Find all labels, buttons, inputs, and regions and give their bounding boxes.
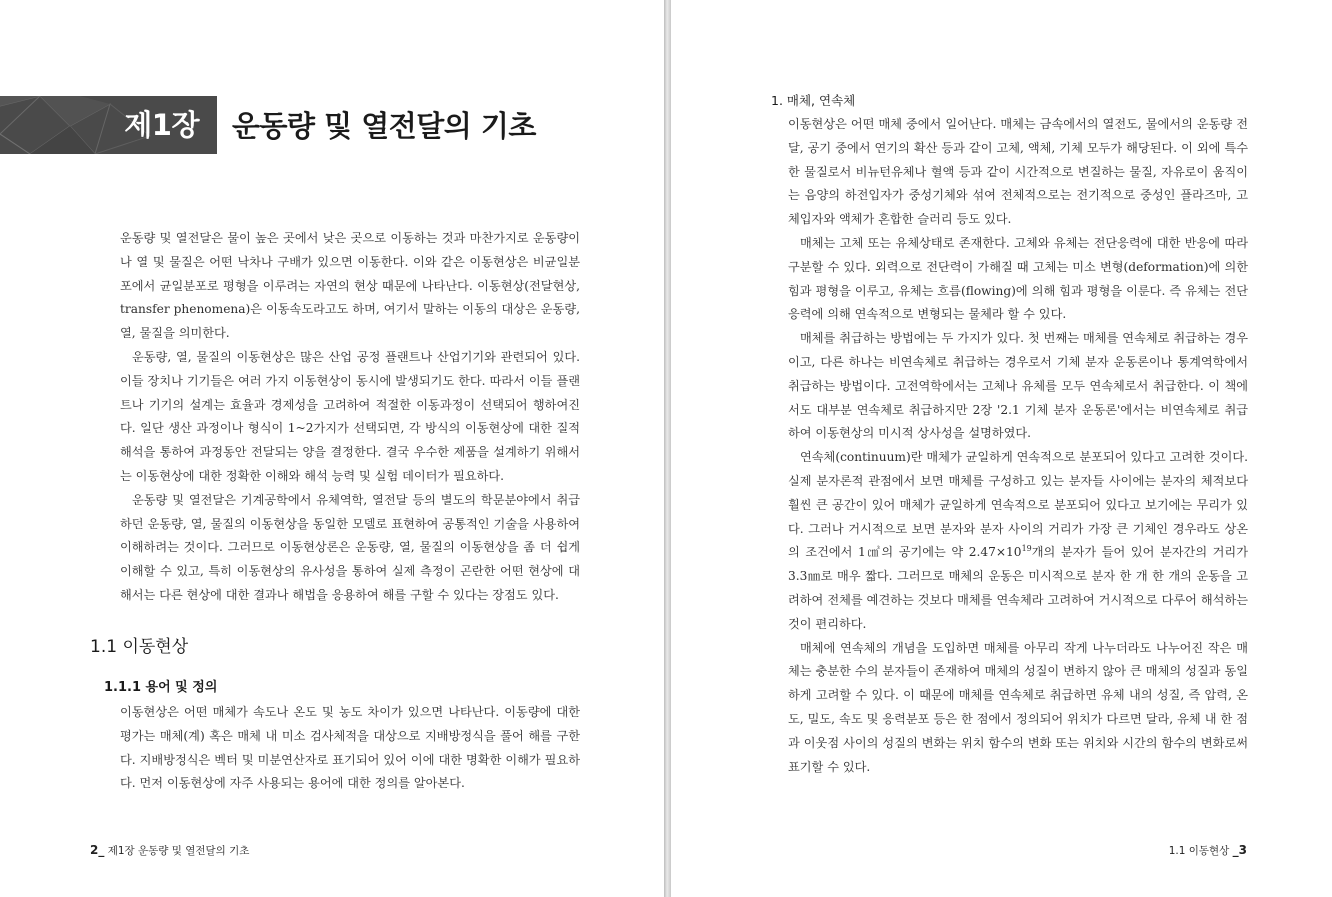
- chapter-number: 제1장: [124, 108, 199, 142]
- intro-text: [120, 227, 580, 608]
- paragraph: 운동량 및 열전달은 기계공학에서 유체역학, 열전달 등의 별도의 학문분야에서 취급하던 운동량, 열, 물질의 이동현상을 동일한 모델로 표현하여 공통적인 기술을 사용하여 이해하려는 것이다. 그러므로 이동현상론은 운동량, 열, 물질의 이동현상을 좀 더 쉽게 이해할 수 있고, 특히 이동현상의 유사성을 통하여 실제 측정이 곤란한 어떤 현상에 대해서는 다른 현상에 대한 결과나 해법을 응용하여 해를 구할 수 있다는 장점도 있다.: [120, 492, 580, 602]
- chapter-title: 운동량 및 열전달의 기초: [232, 109, 536, 143]
- running-head: 제1장 운동량 및 열전달의 기초: [107, 845, 250, 857]
- footer-separator: _: [98, 843, 105, 857]
- paragraph: [788, 446, 1248, 636]
- book-gutter: [664, 0, 671, 897]
- body-text: [788, 113, 1248, 779]
- right-footer: [1169, 843, 1247, 858]
- section-heading: 1. 매체, 연속체: [771, 93, 856, 108]
- right-page: [671, 0, 1332, 897]
- page-number: 3: [1238, 843, 1247, 857]
- text-fragment: 연속체(continuum)란 매체가 균일하게 연속적으로 분포되어 있다고 고려한 것이다. 실제 분자론적 관점에서 보면 매체를 구성하고 있는 분자들 사이에는 분자의 체적보다 훨씬 큰 공간이 있어 매체가 균일하게 연속적으로 분포되어 있다고 보기에는 무리가 있다. 그러나 거시적으로 보면 분자와 분자 사이의 거리가 가장 큰 기체인 경우라도 상온의 조건에서 1㎤의 공기에는 약 2.47×10: [788, 450, 1248, 560]
- footer-separator: _: [1232, 843, 1239, 857]
- page-number: 2: [90, 843, 99, 857]
- paragraph: 매체에 연속체의 개념을 도입하면 매체를 아무리 작게 나누더라도 나누어진 작은 매체는 충분한 수의 분자들이 존재하여 매체의 성질이 변하지 않아 큰 매체의 성질과 동일하게 고려할 수 있다. 이 때문에 매체를 연속체로 취급하면 유체 내의 성질, 즉 압력, 온도, 밀도, 속도 및 응력분포 등은 한 점에서 정의되어 위치가 다르면 달라, 유체 내 한 점과 이웃점 사이의 성질의 변화는 위치 함수의 변화 또는 위치와 시간의 함수의 변화로써 표기할 수 있다.: [788, 640, 1248, 774]
- section-heading: 1.1 이동현상: [90, 637, 189, 657]
- left-page: [0, 0, 664, 897]
- paragraph: 매체를 취급하는 방법에는 두 가지가 있다. 첫 번째는 매체를 연속체로 취급하는 경우이고, 다른 하나는 비연속체로 취급하는 경우로서 기체 분자 운동론이나 통계역학에서 취급하는 방법이다. 고전역학에서는 고체나 유체를 모두 연속체로서 취급한다. 이 책에서도 대부분 연속체로 취급하지만 2장 '2.1 기체 분자 운동론'에서는 비연속체로 취급하여 이동현상의 미시적 상사성을 설명하였다.: [788, 331, 1248, 441]
- paragraph: 운동량, 열, 물질의 이동현상은 많은 산업 공정 플랜트나 산업기기와 관련되어 있다. 이들 장치나 기기들은 여러 가지 이동현상이 동시에 발생되기도 한다. 따라서 이들 플랜트나 기기의 설계는 효율과 경제성을 고려하여 적절한 이동과정이 선택되어 행하여진다. 일단 생산 과정이나 형식이 1~2가지가 선택되면, 각 방식의 이동현상에 대한 질적 해석을 통하여 과정동안 전달되는 양을 결정한다. 결국 우수한 제품을 설계하기 위해서는 이동현상에 대한 정확한 이해와 해석 능력 및 실험 데이터가 필요하다.: [120, 349, 580, 483]
- subsection-text: [120, 701, 580, 796]
- exponent: 19: [1021, 544, 1032, 554]
- paragraph: 운동량 및 열전달은 물이 높은 곳에서 낮은 곳으로 이동하는 것과 마찬가지로 운동량이나 열 및 물질은 어떤 낙차나 구배가 있으면 이동한다. 이와 같은 이동현상은 비균일분포에서 균일분포로 평형을 이루려는 자연의 현상 때문에 나타난다. 이동현상(전달현상, transfer phenomena)은 이동속도라고도 하며, 여기서 말하는 이동의 대상은 운동량, 열, 물질을 의미한다.: [120, 231, 580, 341]
- chapter-tab: [0, 96, 217, 154]
- paragraph: 이동현상은 어떤 매체 중에서 일어난다. 매체는 금속에서의 열전도, 물에서의 운동량 전달, 공기 중에서 연기의 확산 등과 같이 고체, 액체, 기체 모두가 해당된다. 이 외에 특수한 물질로서 비뉴턴유체나 혈액 등과 같이 시간적으로 변질하는 물질, 자유로이 움직이는 음양의 하전입자가 중성기체와 섞여 전체적으로는 전기적으로 중성인 플라즈마, 고체입자와 액체가 혼합한 슬러리 등도 있다.: [788, 117, 1248, 227]
- text-fragment: 개의 분자가 들어 있어 분자간의 거리가 3.3㎚로 매우 짧다. 그러므로 매체의 운동은 미시적으로 분자 한 개 한 개의 운동을 고려하여 전체를 예견하는 것보다 매체를 연속체라 고려하여 거시적으로 다루어 해석하는 것이 편리하다.: [788, 545, 1248, 631]
- subsection-heading: 1.1.1 용어 및 정의: [104, 680, 218, 695]
- paragraph: 매체는 고체 또는 유체상태로 존재한다. 고체와 유체는 전단응력에 대한 반응에 따라 구분할 수 있다. 외력으로 전단력이 가해질 때 고체는 미소 변형(deformation)에 의한 힘과 평형을 이루고, 유체는 흐름(flowing)에 의해 힘과 평형을 이룬다. 즉 유체는 전단응력에 의해 연속적으로 변형되는 물체라 할 수 있다.: [788, 235, 1248, 322]
- paragraph: 이동현상은 어떤 매체가 속도나 온도 및 농도 차이가 있으면 나타난다. 이동량에 대한 평가는 매체(계) 혹은 매체 내 미소 검사체적을 대상으로 지배방정식을 풀어 해를 구한다. 지배방정식은 벡터 및 미분연산자로 표기되어 있어 이에 대한 명확한 이해가 필요하다. 먼저 이동현상에 자주 사용되는 용어에 대한 정의를 알아본다.: [120, 705, 580, 791]
- running-head: 1.1 이동현상: [1168, 845, 1230, 857]
- left-footer: [90, 843, 249, 858]
